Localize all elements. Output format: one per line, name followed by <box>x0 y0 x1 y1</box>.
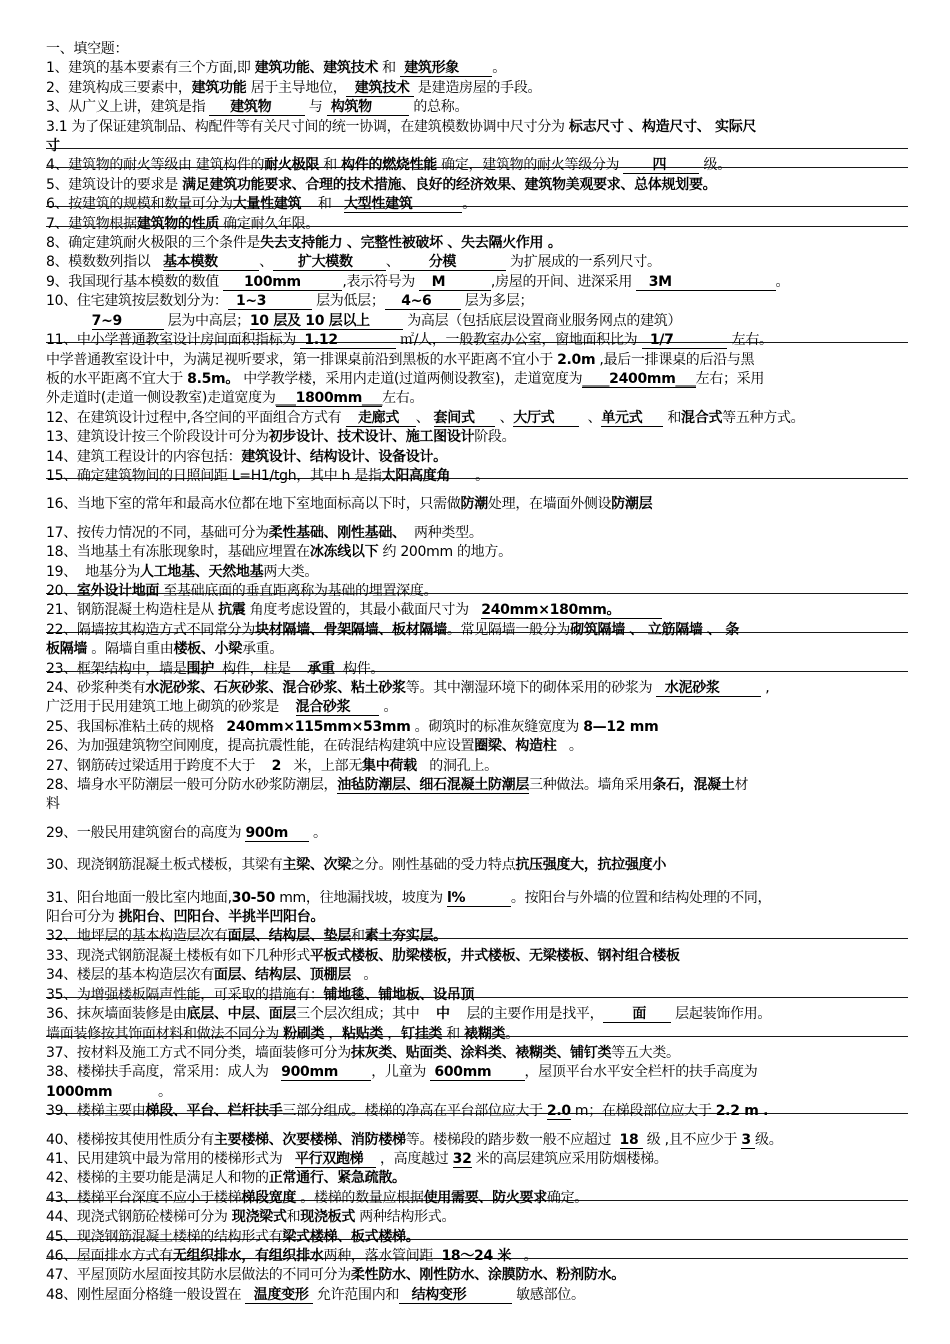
text-line: 8、确定建筑耐火极限的三个条件是失去支持能力 、完整性被破坏 、失去隔火作用 。 <box>46 235 562 252</box>
text-line: 8、模数数列指以 基本模数 、 扩大模数 、 分模 为扩展成的一系列尺寸。 <box>46 254 661 271</box>
text-line: 48、刚性屋面分格缝一般设置在 温度变形 允许范围内和 结构变形 敏感部位。 <box>46 1286 585 1303</box>
text-line: 22、隔墙按其构造方式不同常分为块材隔墙、骨架隔墙、板材隔墙。常见隔墙一般分为砌筑隔墙 、 立筋隔墙 、 条 <box>46 621 908 640</box>
text-line: 42、楼梯的主要功能是满足人和物的正常通行、紧急疏散。 <box>46 1170 406 1187</box>
text-line: 24、砂浆种类有水泥砂浆、石灰砂浆、混合砂浆、粘土砂浆等。其中潮湿环境下的砌体采用的砂浆为 水泥砂浆 , <box>46 680 770 696</box>
text-line: 20、室外设计地面 至基础底面的垂直距离称为基础的埋置深度。 <box>46 582 908 601</box>
text-line: 45、现浇钢筋混凝土楼梯的结构形式有梁式楼梯、板式楼梯。 <box>46 1228 908 1247</box>
text-line: 7~9 层为中高层；10 层及 10 层以上 为高层（包括底层设置商业服务网点的建筑） <box>91 312 682 329</box>
text-line: 29、一般民用建筑窗台的高度为 900m 。 <box>46 824 327 841</box>
text-line: 5、建筑设计的要求是 满足建筑功能要求、合理的技术措施、良好的经济效果、建筑物美观要求、总体规划要。 <box>46 176 717 193</box>
text-line: 阳台可分为 挑阳台、凹阳台、半挑半凹阳台。 <box>46 909 325 926</box>
text-line: 10、住宅建筑按层数划分为： 1~3 层为低层； 4~6 层为多层； <box>46 293 534 310</box>
text-line: 墙面装修按其饰面材料和做法不同分为 粉刷类 ，粘贴类 ，钉挂类 和 裱糊类。 <box>46 1025 908 1044</box>
text-line: 4、建筑物的耐火等级由 建筑构件的耐火极限 和 构件的燃烧性能 确定，建筑物的耐火等级分为 四 级。 <box>46 156 908 175</box>
text-line: 广泛用于民用建筑工地上砌筑的砂浆是 混合砂浆 。 <box>46 699 398 716</box>
text-line: 料 <box>46 796 60 813</box>
text-line: 外走道时(走道一侧设教室)走道宽度为___1800mm___左右。 <box>46 390 424 407</box>
text-line: 13、建筑设计按三个阶段设计可分为初步设计、技术设计、施工图设计阶段。 <box>46 429 516 446</box>
text-line: 11、中小学普通教室设计房间面积指标为 1.12 ㎡/人，一般教室办公室，窗地面积比为 1/7 左右。 <box>46 331 908 350</box>
text-line: 38、楼梯扶手高度，常采用：成人为 900mm ，儿童为 600mm ，屋顶平台水平安全栏杆的扶手高度为 <box>46 1064 758 1081</box>
text-line: 16、当地下室的常年和最高水位都在地下室地面标高以下时，只需做防潮处理，在墙面外侧设防潮层 <box>46 496 653 513</box>
text-line: 板隔墙 。隔墙自重由楼板、小梁承重。 <box>46 641 284 658</box>
text-line: 39、楼梯主要由梯段、平台、栏杆扶手三部分组成。楼梯的净高在平台部位应大于 2.0 m；在梯段部位应大于 2.2 m . <box>46 1102 908 1121</box>
text-line: 15、确定建筑物间的日照间距 L=H1/tgh，其中 h 是指太阳高度角 。 <box>46 467 908 486</box>
text-line: 28、墙身水平防潮层一般可分防水砂浆防潮层，油毡防潮层、细石混凝土防潮层三种做法。墙角采用条石，混凝土材 <box>46 777 749 794</box>
text-line: 32、地坪层的基本构造层次有面层、结构层、垫层和素土夯实层。 <box>46 927 908 946</box>
text-line: 寸 <box>46 137 908 156</box>
text-line: 25、我国标准粘土砖的规格 240mm×115mm×53mm 。砌筑时的标准灰缝宽度为 8—12 mm <box>46 718 659 735</box>
text-line: 21、钢筋混凝土构造柱是从 抗震 角度考虑设置的，其最小截面尺寸为 240mm×180mm。 <box>46 601 908 620</box>
text-line: 30、现浇钢筋混凝土板式楼板，其梁有主梁、次梁之分。刚性基础的受力特点抗压强度大，抗拉强度小 <box>46 857 667 874</box>
text-line: 2、建筑构成三要素中，建筑功能 居于主导地位， 建筑技术 是建造房屋的手段。 <box>46 79 542 96</box>
text-line: 40、楼梯按其使用性质分有主要楼梯、次要楼梯、消防楼梯等。楼梯段的踏步数一般不应超过 18 级 ,且不应少于 3 级。 <box>46 1131 783 1148</box>
text-line: 18、当地基土有冻胀现象时，基础应埋置在冰冻线以下 约 200mm 的地方。 <box>46 544 512 561</box>
text-line: 35、为增强楼板隔声性能，可采取的措施有：铺地毯、铺地板、设吊顶 <box>46 986 908 1005</box>
text-line: 6、按建筑的规模和数量可分为大量性建筑 和 大型性建筑 。 <box>46 195 908 214</box>
text-line: 31、阳台地面一般比室内地面,30-50 mm，往地漏找坡，坡度为 l% 。按阳台与外墙的位置和结构处理的不同， <box>46 889 772 906</box>
text-line: 26、为加强建筑物空间刚度，提高抗震性能，在砖混结构建筑中应设置圈梁、构造柱 。 <box>46 738 583 755</box>
text-line: 3、从广义上讲，建筑是指 建筑物 与 构筑物 的总称。 <box>46 99 469 116</box>
text-line: 1、建筑的基本要素有三个方面,即 建筑功能、建筑技术 和 建筑形象 。 <box>46 60 506 77</box>
question-list <box>46 40 908 1305</box>
text-line: 23、框架结构中，墙是围护 构件，柱是 承重 构件。 <box>46 660 908 679</box>
text-line: 37、按材料及施工方式不同分类，墙面装修可分为抹灰类、贴面类、涂料类、裱糊类、铺钉类等五大类。 <box>46 1044 680 1061</box>
text-line: 27、钢筋砖过梁适用于跨度不大于 2 米，上部无集中荷载 的洞孔上。 <box>46 757 498 774</box>
text-line: 一、填空题： <box>46 41 129 57</box>
text-line: 44、现浇式钢筋砼楼梯可分为 现浇梁式和现浇板式 两种结构形式。 <box>46 1209 456 1226</box>
text-line: 47、平屋顶防水屋面按其防水层做法的不同可分为柔性防水、刚性防水、涂膜防水、粉剂防水。 <box>46 1267 625 1284</box>
text-line: 17、按传力情况的不同，基础可分为柔性基础、刚性基础、 两种类型。 <box>46 524 483 541</box>
text-line: 12、在建筑设计过程中,各空间的平面组合方式有 走廊式 、 套间式 、大厅式 、单元式 和混合式等五种方式。 <box>46 409 805 426</box>
text-line: 3.1 为了保证建筑制品、构配件等有关尺寸间的统一协调，在建筑模数协调中尺寸分为 标志尺寸 、构造尺寸、 实际尺 <box>46 118 757 135</box>
text-line: 43、楼梯平台深度不应小于楼梯梯段宽度 。楼梯的数量应根据使用需要、防火要求确定。 <box>46 1189 908 1208</box>
text-line: 19、 地基分为人工地基、天然地基两大类。 <box>46 563 319 580</box>
text-line: 46、屋面排水方式有无组织排水，有组织排水两种，落水管间距 18～24 米 。 <box>46 1247 908 1266</box>
text-line: 7、建筑物根据建筑物的性质 确定耐久年限。 <box>46 215 908 234</box>
text-line: 33、现浇式钢筋混凝土楼板有如下几种形式平板式楼板、肋梁楼板，井式楼板、无梁楼板、钢衬组合楼板 <box>46 947 680 964</box>
text-line: 板的水平距离不宜大于 8.5m。 中学教学楼，采用内走道(过道两侧设教室)，走道宽度为____2400mm___左右；采用 <box>46 370 765 387</box>
text-line: 9、我国现行基本模数的数值 100mm ,表示符号为 M ,房屋的开间、进深采用 3M 。 <box>46 273 790 290</box>
text-line: 1000mm 。 <box>46 1083 172 1100</box>
text-line: 34、楼层的基本构造层次有面层、结构层、顶棚层 。 <box>46 967 378 984</box>
text-line: 14、建筑工程设计的内容包括：建筑设计、结构设计、设备设计。 <box>46 448 447 465</box>
text-line: 中学普通教室设计中，为满足视听要求，第一排课桌前沿到黑板的水平距离不宜小于 2.0m ,最后一排课桌的后沿与黑 <box>46 351 755 368</box>
text-line: 41、民用建筑中最为常用的楼梯形式为 平行双跑梯 ，高度越过 32 米的高层建筑应采用防烟楼梯。 <box>46 1150 668 1167</box>
text-line: 36、抹灰墙面装修是由底层、中层、面层三个层次组成；其中 中 层的主要作用是找平， 面 层起装饰作用。 <box>46 1006 772 1023</box>
